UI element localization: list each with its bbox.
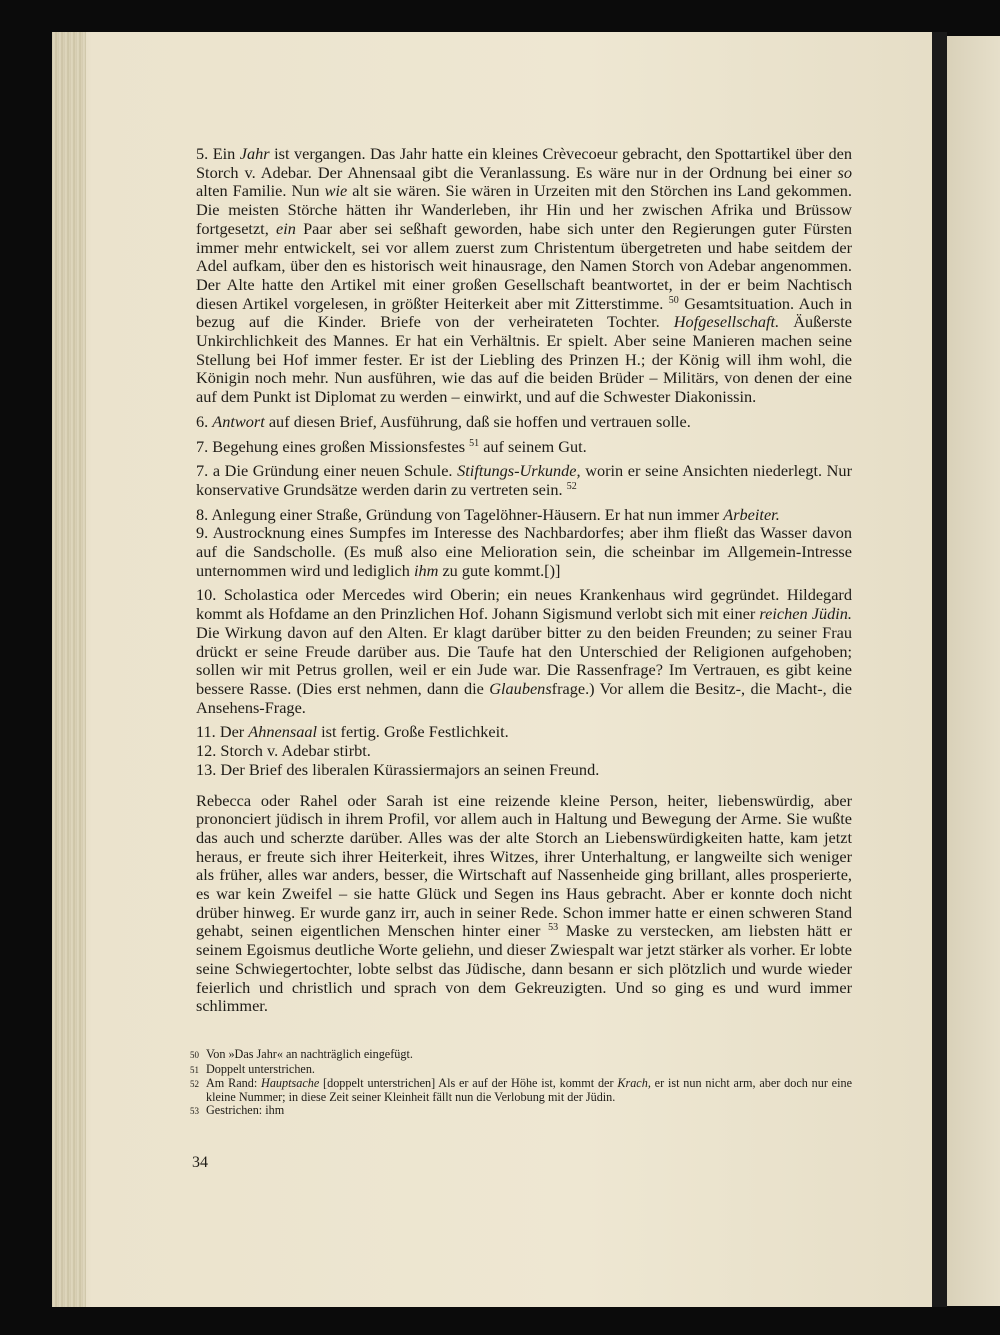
footnote (190, 1063, 852, 1078)
paragraph-5 (196, 145, 852, 407)
emphasis: reichen Jüdin. (759, 604, 853, 624)
paragraph-7a (196, 462, 852, 499)
emphasis: Jahr (239, 144, 270, 163)
emphasis: Arbeiter. (723, 504, 780, 524)
emphasis: Stiftungs-Urkunde, (457, 461, 581, 481)
paragraph-8 (196, 506, 852, 525)
text: 7. Begehung eines großen Missionsfestes (196, 436, 470, 456)
paragraph-13: 13. Der Brief des liberalen Kürassiermajors an seinen Freund. (196, 759, 600, 779)
emphasis: ein (275, 218, 296, 238)
text: 11. Der (196, 722, 249, 742)
footnote-number: 51 (190, 1064, 199, 1075)
main-text (196, 145, 852, 1022)
paragraph-9 (196, 524, 852, 580)
text: 8. Anlegung einer Straße, Gründung von Tagelöhner-Häusern. Er hat nun immer (196, 504, 724, 524)
text: Maske zu verstecken, am liebsten hätt er seinem Egoismus deutliche Worte geliehn, und dieser Zwiespalt war jetzt stärker als vorher. Er lobte seine Schwiegertochter, lobte selbst das Jüdische, dann besann er sich plötzlich und wurde wieder feierlich und christlich und sprach von dem Gekreuzigten. Und so ging es und wurd immer schlimmer. (196, 921, 852, 1016)
text: zu gute kommt.[)] (438, 560, 561, 580)
text: er ist nun nicht arm, aber doch nur eine kleine Nummer; in diese Zeit seiner Kleinheit fällt nun die Verlobung mit der Jüdin. (206, 1076, 852, 1104)
emphasis: Krach, (617, 1076, 651, 1091)
text: frage.) Vor allem die Besitz-, die Macht-, die Ansehens-Frage. (196, 678, 852, 717)
footnote-ref: 50 (668, 294, 679, 306)
text: Paar aber sei seßhaft geworden, habe sich unter den Regierungen guter Fürsten immer mehr entwickelt, sei vor allem zuerst zum Christentum übergetreten und habe seitdem der Adel aufkam, über den es historisch weit hinausrage, den Namen Storch von Adebar angenommen. Der Alte hatte den Artikel mit einer großen Gesellschaft beantwortet, in der er beim Nachtisch diesen Artikel vorgelesen, in größter Heiterkeit aber mit Zitterstimme. (196, 218, 852, 313)
text: auf seinem Gut. (479, 436, 587, 456)
footnote-text: Gestrichen: ihm (206, 1103, 285, 1118)
emphasis: Hauptsache (261, 1076, 320, 1091)
footnote (190, 1048, 852, 1063)
footnote-ref: 53 (548, 922, 559, 934)
emphasis: Antwort (212, 411, 265, 431)
footnote-ref: 51 (469, 437, 480, 449)
emphasis: Glaubens (489, 678, 552, 698)
text: 10. Scholastica oder Mercedes wird Oberin; ein neues Krankenhaus wird gegründet. Hildegard kommt als Hofdame an den Prinzlichen Hof. Johann Sigismund verlobt sich mit einer (196, 585, 852, 624)
footnote-ref: 52 (566, 480, 577, 492)
text: 5. Ein (196, 144, 240, 163)
paragraph-7 (196, 438, 852, 457)
emphasis: wie (324, 181, 348, 201)
text: Äußerste Unkirchlichkeit des Mannes. Er hat ein Verhältnis. Er spielt. Aber seine Manieren machen seine Stellung bei Hof immer fester. Er ist der Liebling des Prinzen H.; der König will ihm wohl, die Königin noch mehr. Nun ausführen, wie das auf die beiden Brüder – Militärs, von denen der eine auf dem Punkt ist Diplomat zu werden – einwirkt, und auf die Schwester Diakonissin. (196, 312, 852, 407)
footnote-text: Doppelt unterstrichen. (206, 1061, 315, 1076)
paragraph-rebecca (196, 792, 852, 1016)
text: Die Wirkung davon auf den Alten. Er klagt darüber bitter zu den beiden Freunden; zu seiner Frau drückt er seine Freude darüber aus. Die Taufe hat den Unterschied der Religionen aufgehoben; sollen wir mit Petrus grollen, weil er ein Jude war. Die Rassenfrage? Im Vertrauen, es gibt keine bessere Rasse. (Dies erst nehmen, dann die (196, 622, 852, 698)
footnote (190, 1104, 852, 1119)
emphasis: Hofgesellschaft. (673, 312, 780, 332)
emphasis: so (837, 162, 852, 182)
footnote-number: 53 (190, 1106, 199, 1117)
page-edges (52, 32, 86, 1307)
text: Am Rand: (206, 1076, 262, 1091)
footnote (190, 1077, 852, 1104)
paragraph-6 (196, 413, 852, 432)
text: Rebecca oder Rahel oder Sarah ist eine reizende kleine Person, heiter, liebenswürdig, aber prononciert jüdisch in ihrem Profil, vor allem auch in Haltung und Bewegung der Arme. Sie wußte das auch und scherzte darüber. Alles was der alte Storch an Liebenswürdigkeiten hatte, kam jetzt heraus, er freute sich ihrer Heiterkeit, ihres Witzes, ihrer Unterhaltung, er langweilte sich weniger als früher, alles war anders, besser, die Wirtschaft auf Nassenheide ging brillant, alles prosperierte, es war kein Zweifel – sie hatte Glück und Segen ins Haus gebracht. Aber er konnte doch nicht drüber hinweg. Er wurde ganz irr, auch in seiner Rede. Schon immer hatte er einen schweren Stand gehabt, seinen eigentlichen Menschen hinter einer (196, 790, 852, 941)
emphasis: Ahnensaal (248, 722, 318, 742)
footnote-text (206, 1077, 852, 1104)
text: alt sie wären. Sie wären in Urzeiten mit den Störchen ins Land gekommen. Die meisten Störche hätten ihr Wanderleben, ihr Hin und her zwischen Afrika und Brüssow fortgesetzt, (196, 181, 852, 238)
paragraph-10 (196, 586, 852, 717)
text: ist fertig. Große Festlichkeit. (317, 722, 509, 742)
text: auf diesen Brief, Ausführung, daß sie hoffen und vertrauen solle. (264, 411, 691, 431)
footnotes (190, 1048, 852, 1119)
text: 9. Austrocknung eines Sumpfes im Interesse des Nachbardorfes; aber ihm fließt das Wasser davon auf die Sandscholle. (Es muß also eine Melioration sein, die scheinbar im Allgemein-Intresse unternommen wird und lediglich (196, 523, 852, 580)
book-gutter (930, 32, 947, 1307)
emphasis: ihm (413, 560, 439, 580)
text: Gesamtsituation. Auch in bezug auf die Kinder. Briefe von der verheirateten Tochter. (196, 293, 853, 332)
text: 6. (196, 411, 213, 431)
text: alten Familie. Nun (196, 181, 325, 201)
footnote-text: Von »Das Jahr« an nachträglich eingefügt. (206, 1047, 413, 1061)
footnote-number: 50 (190, 1050, 199, 1060)
text: 7. a Die Gründung einer neuen Schule. (196, 461, 458, 481)
paragraph-12: 12. Storch v. Adebar stirbt. (196, 741, 371, 761)
adjacent-page (947, 36, 1000, 1306)
text: worin er seine Ansichten niederlegt. Nur konservative Grundsätze werden darin zu vertreten sein. (196, 461, 852, 499)
footnote-number: 52 (190, 1079, 199, 1090)
text: [doppelt unterstrichen] Als er auf der Höhe ist, kommt der (319, 1076, 618, 1091)
page-number: 34 (192, 1154, 208, 1171)
paragraph-11 (196, 723, 852, 742)
text: ist vergangen. Das Jahr hatte ein kleines Crèvecoeur gebracht, den Spottartikel über den Storch v. Adebar. Der Ahnensaal gibt die Veranlassung. Es wäre nur in der Ordnung bei einer (196, 144, 853, 182)
